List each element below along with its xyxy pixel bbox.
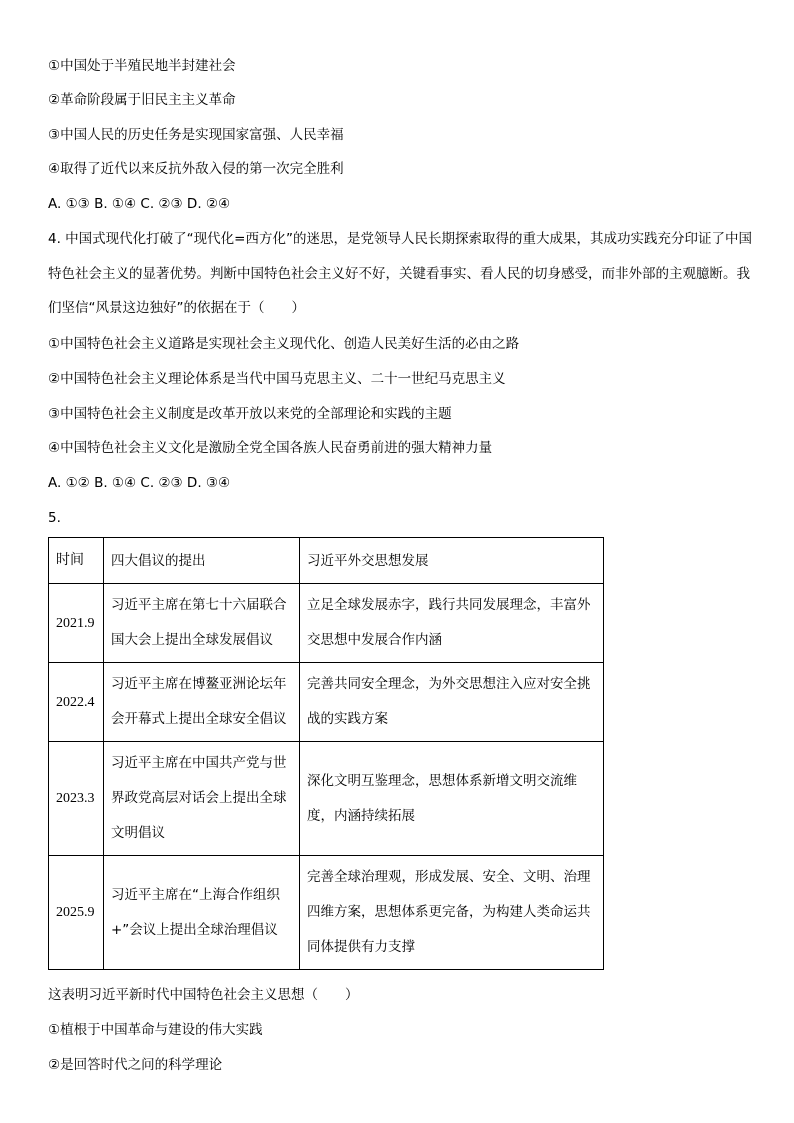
q3-option-2: ②革命阶段属于旧民主主义革命 <box>48 92 236 108</box>
q5-number: 5. <box>48 510 61 526</box>
q4-option-2: ②中国特色社会主义理论体系是当代中国马克思主义、二十一世纪马克思主义 <box>48 371 506 387</box>
q4-option-3: ③中国特色社会主义制度是改革开放以来党的全部理论和实践的主题 <box>48 406 452 422</box>
q4-answer-choices: A. ①② B. ①④ C. ②③ D. ③④ <box>48 475 231 491</box>
row-development: 深化文明互鉴理念，思想体系新增文明交流维度，内涵持续拓展 <box>300 742 604 856</box>
q3-option-1: ①中国处于半殖民地半封建社会 <box>48 58 236 74</box>
row-time: 2023.3 <box>49 742 104 856</box>
q4-option-1: ①中国特色社会主义道路是实现社会主义现代化、创造人民美好生活的必由之路 <box>48 336 520 352</box>
row-initiative: 习近平主席在中国共产党与世界政党高层对话会上提出全球文明倡议 <box>104 742 300 856</box>
q4-option-4: ④中国特色社会主义文化是激励全党全国各族人民奋勇前进的强大精神力量 <box>48 440 493 456</box>
row-initiative: 习近平主席在第七十六届联合国大会上提出全球发展倡议 <box>104 584 300 663</box>
row-development: 完善全球治理观，形成发展、安全、文明、治理四维方案，思想体系更完备，为构建人类命运共同体提供有力支撑 <box>300 856 604 970</box>
q5-stem: 这表明习近平新时代中国特色社会主义思想（ ） <box>48 987 359 1003</box>
row-time: 2021.9 <box>49 584 104 663</box>
q5-table <box>48 537 604 970</box>
table-row <box>49 663 604 742</box>
header-initiative: 四大倡议的提出 <box>104 538 300 584</box>
q4-stem: 4. 中国式现代化打破了“现代化=西方化”的迷思，是党领导人民长期探索取得的重大成果，其成功实践充分印证了中国特色社会主义的显著优势。判断中国特色社会主义好不好，关键看事实、看人民的切身感受，而非外部的主观臆断。我们坚信“风景这边独好”的依据在于（ ） <box>48 231 752 316</box>
q5-option-2: ②是回答时代之问的科学理论 <box>48 1057 223 1073</box>
row-development: 立足全球发展赤字，践行共同发展理念，丰富外交思想中发展合作内涵 <box>300 584 604 663</box>
row-initiative: 习近平主席在“上海合作组织+”会议上提出全球治理倡议 <box>104 856 300 970</box>
row-initiative: 习近平主席在博鳌亚洲论坛年会开幕式上提出全球安全倡议 <box>104 663 300 742</box>
table-row <box>49 856 604 970</box>
q3-answer-choices: A. ①③ B. ①④ C. ②③ D. ②④ <box>48 196 231 212</box>
table-row <box>49 742 604 856</box>
q3-option-4: ④取得了近代以来反抗外敌入侵的第一次完全胜利 <box>48 161 344 177</box>
row-time: 2025.9 <box>49 856 104 970</box>
row-development: 完善共同安全理念，为外交思想注入应对安全挑战的实践方案 <box>300 663 604 742</box>
q3-option-3: ③中国人民的历史任务是实现国家富强、人民幸福 <box>48 127 344 143</box>
header-time: 时间 <box>49 538 104 584</box>
table-header-row <box>49 538 604 584</box>
row-time: 2022.4 <box>49 663 104 742</box>
header-development: 习近平外交思想发展 <box>300 538 604 584</box>
table-row <box>49 584 604 663</box>
q5-option-1: ①植根于中国革命与建设的伟大实践 <box>48 1022 263 1038</box>
